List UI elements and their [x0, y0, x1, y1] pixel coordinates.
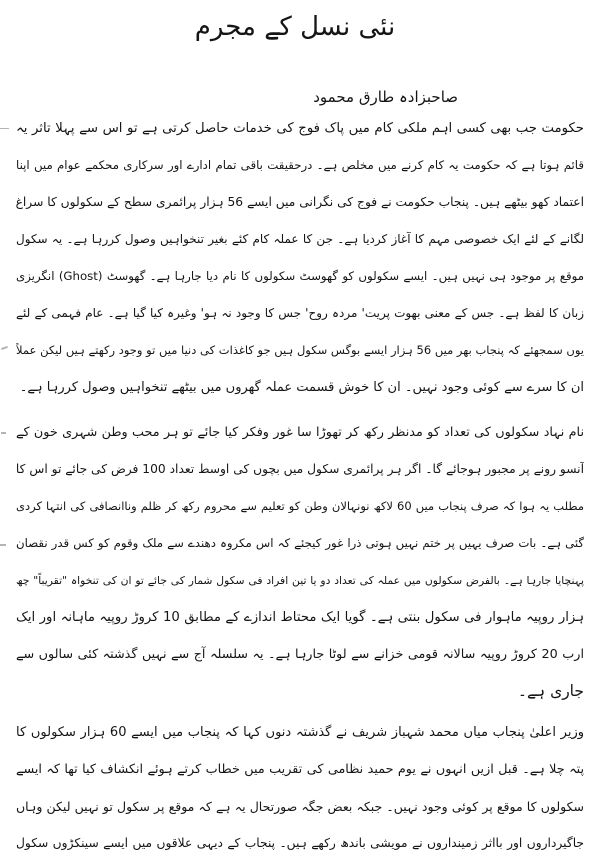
- body-line: ارب 20 کروڑ روپیہ سالانہ قومی خزانے سے لوٹا جارہا ہے۔ یہ سلسلہ آج سے نہیں گذشتہ کئی سالوں سے: [16, 647, 584, 662]
- author-byline: صاحبزادہ طارق محمود: [313, 88, 458, 106]
- body-line: گئی ہے۔ بات صرف یہیں پر ختم نہیں ہوتی ذرا غور کیجئے کہ اس مکروہ دھندے سے ملک وقوم کو کس قدر نقصان: [16, 536, 584, 550]
- article-title: نئی نسل کے مجرم: [194, 12, 396, 42]
- body-line: آنسو رونے پر مجبور ہوجائے گا۔ اگر ہر پرائمری سکول میں بچوں کی اوسط تعداد 100 فرض کی جائے تو اس کا: [16, 462, 584, 476]
- body-line: یوں سمجھئے کہ پنجاب بھر میں 56 ہزار ایسے بوگس سکول ہیں جو کاغذات کی دنیا میں تو وجود رکھتے ہیں لیکن عملاً: [16, 343, 584, 357]
- body-line: ان کا سرے سے کوئی وجود نہیں۔ ان کا خوش قسمت عملہ گھروں میں بیٹھے تنخواہیں وصول کررہا ہے۔: [19, 380, 584, 395]
- paragraph-3: [16, 714, 584, 862]
- body-line: مطلب یہ ہوا کہ صرف پنجاب میں 60 لاکھ نونہالان وطن کو تعلیم سے محروم رکھ کر ظلم وناانصافی کی انتہا کردی: [16, 499, 584, 513]
- scan-mark: [0, 544, 6, 546]
- body-line: ہزار روپیہ ماہوار فی سکول بنتی ہے۔ گویا ایک محتاط اندازے کے مطابق 10 کروڑ روپیہ ماہانہ اور ایک: [16, 610, 584, 625]
- body-line: قائم ہوتا ہے کہ حکومت یہ کام کرنے میں مخلص ہے۔ درحقیقت باقی تمام ادارے اور سرکاری محکمے عوام میں اپنا: [16, 158, 584, 172]
- body-line: جاگیرداروں اور بااثر زمینداروں نے مویشی باندھ رکھے ہیں۔ پنجاب کے دیہی علاقوں میں ایسے سینکڑوں سکول: [16, 836, 584, 850]
- paragraph-1: [16, 110, 584, 406]
- body-line: موقع پر موجود ہی نہیں ہیں۔ ایسے سکولوں کو گھوسٹ سکولوں کا نام دیا جارہا ہے۔ گھوسٹ (Ghost) انگریزی: [16, 269, 584, 283]
- body-line: نام نہاد سکولوں کی تعداد کو مدنظر رکھ کر تھوڑا سا غور وفکر کیا جائے تو ہر محب وطن شہری خون کے: [16, 425, 584, 440]
- body-line: زبان کا لفظ ہے۔ جس کے معنی بھوت پریت' مردہ روح' جس کا وجود نہ ہو' وغیرہ کیا گیا ہے۔ عام فہمی کے لئے: [16, 306, 584, 320]
- body-line: حکومت جب بھی کسی اہم ملکی کام میں پاک فوج کی خدمات حاصل کرتی ہے تو اس سے پہلا تاثر یہ: [16, 121, 584, 136]
- body-line: پتہ چلا ہے۔ قبل ازیں انہوں نے یوم حمید نظامی کی تقریب میں خطاب کرتے ہوئے انکشاف کیا تھا کہ ایسے: [16, 762, 584, 777]
- body-line: اعتماد کھو بیٹھے ہیں۔ پنجاب حکومت نے فوج کی نگرانی میں ایسے 56 ہزار پرائمری سطح کے سکولوں کا سراغ: [16, 195, 584, 209]
- body-line: وزیر اعلیٰ پنجاب میاں محمد شہباز شریف نے گذشتہ دنوں کہا کہ پنجاب میں ایسے 60 ہزار سکولوں کا: [16, 725, 584, 740]
- body-line: لگانے کے لئے ایک خصوصی مہم کا آغاز کردیا ہے۔ جن کا عملہ کام کئے بغیر تنخواہیں وصول کررہا ہے۔ یہ سکول: [16, 232, 584, 246]
- paragraph-2: [16, 414, 584, 710]
- body-line: سکولوں کا موقع پر کوئی وجود نہیں۔ جبکہ بعض جگہ صورتحال یہ ہے کہ موقع پر سکول تو نہیں لیکن وہاں: [16, 799, 584, 814]
- body-line: پہنچایا جارہا ہے۔ بالفرض سکولوں میں عملہ کی تعداد دو یا تین افراد فی سکول شمار کی جائے تو ان کی تنخواہ "تقریباً" چھ: [16, 574, 584, 587]
- scan-mark: [1, 346, 8, 350]
- body-line: جاری ہے۔: [517, 682, 584, 700]
- scan-mark: [1, 432, 6, 434]
- scan-mark: [0, 128, 9, 129]
